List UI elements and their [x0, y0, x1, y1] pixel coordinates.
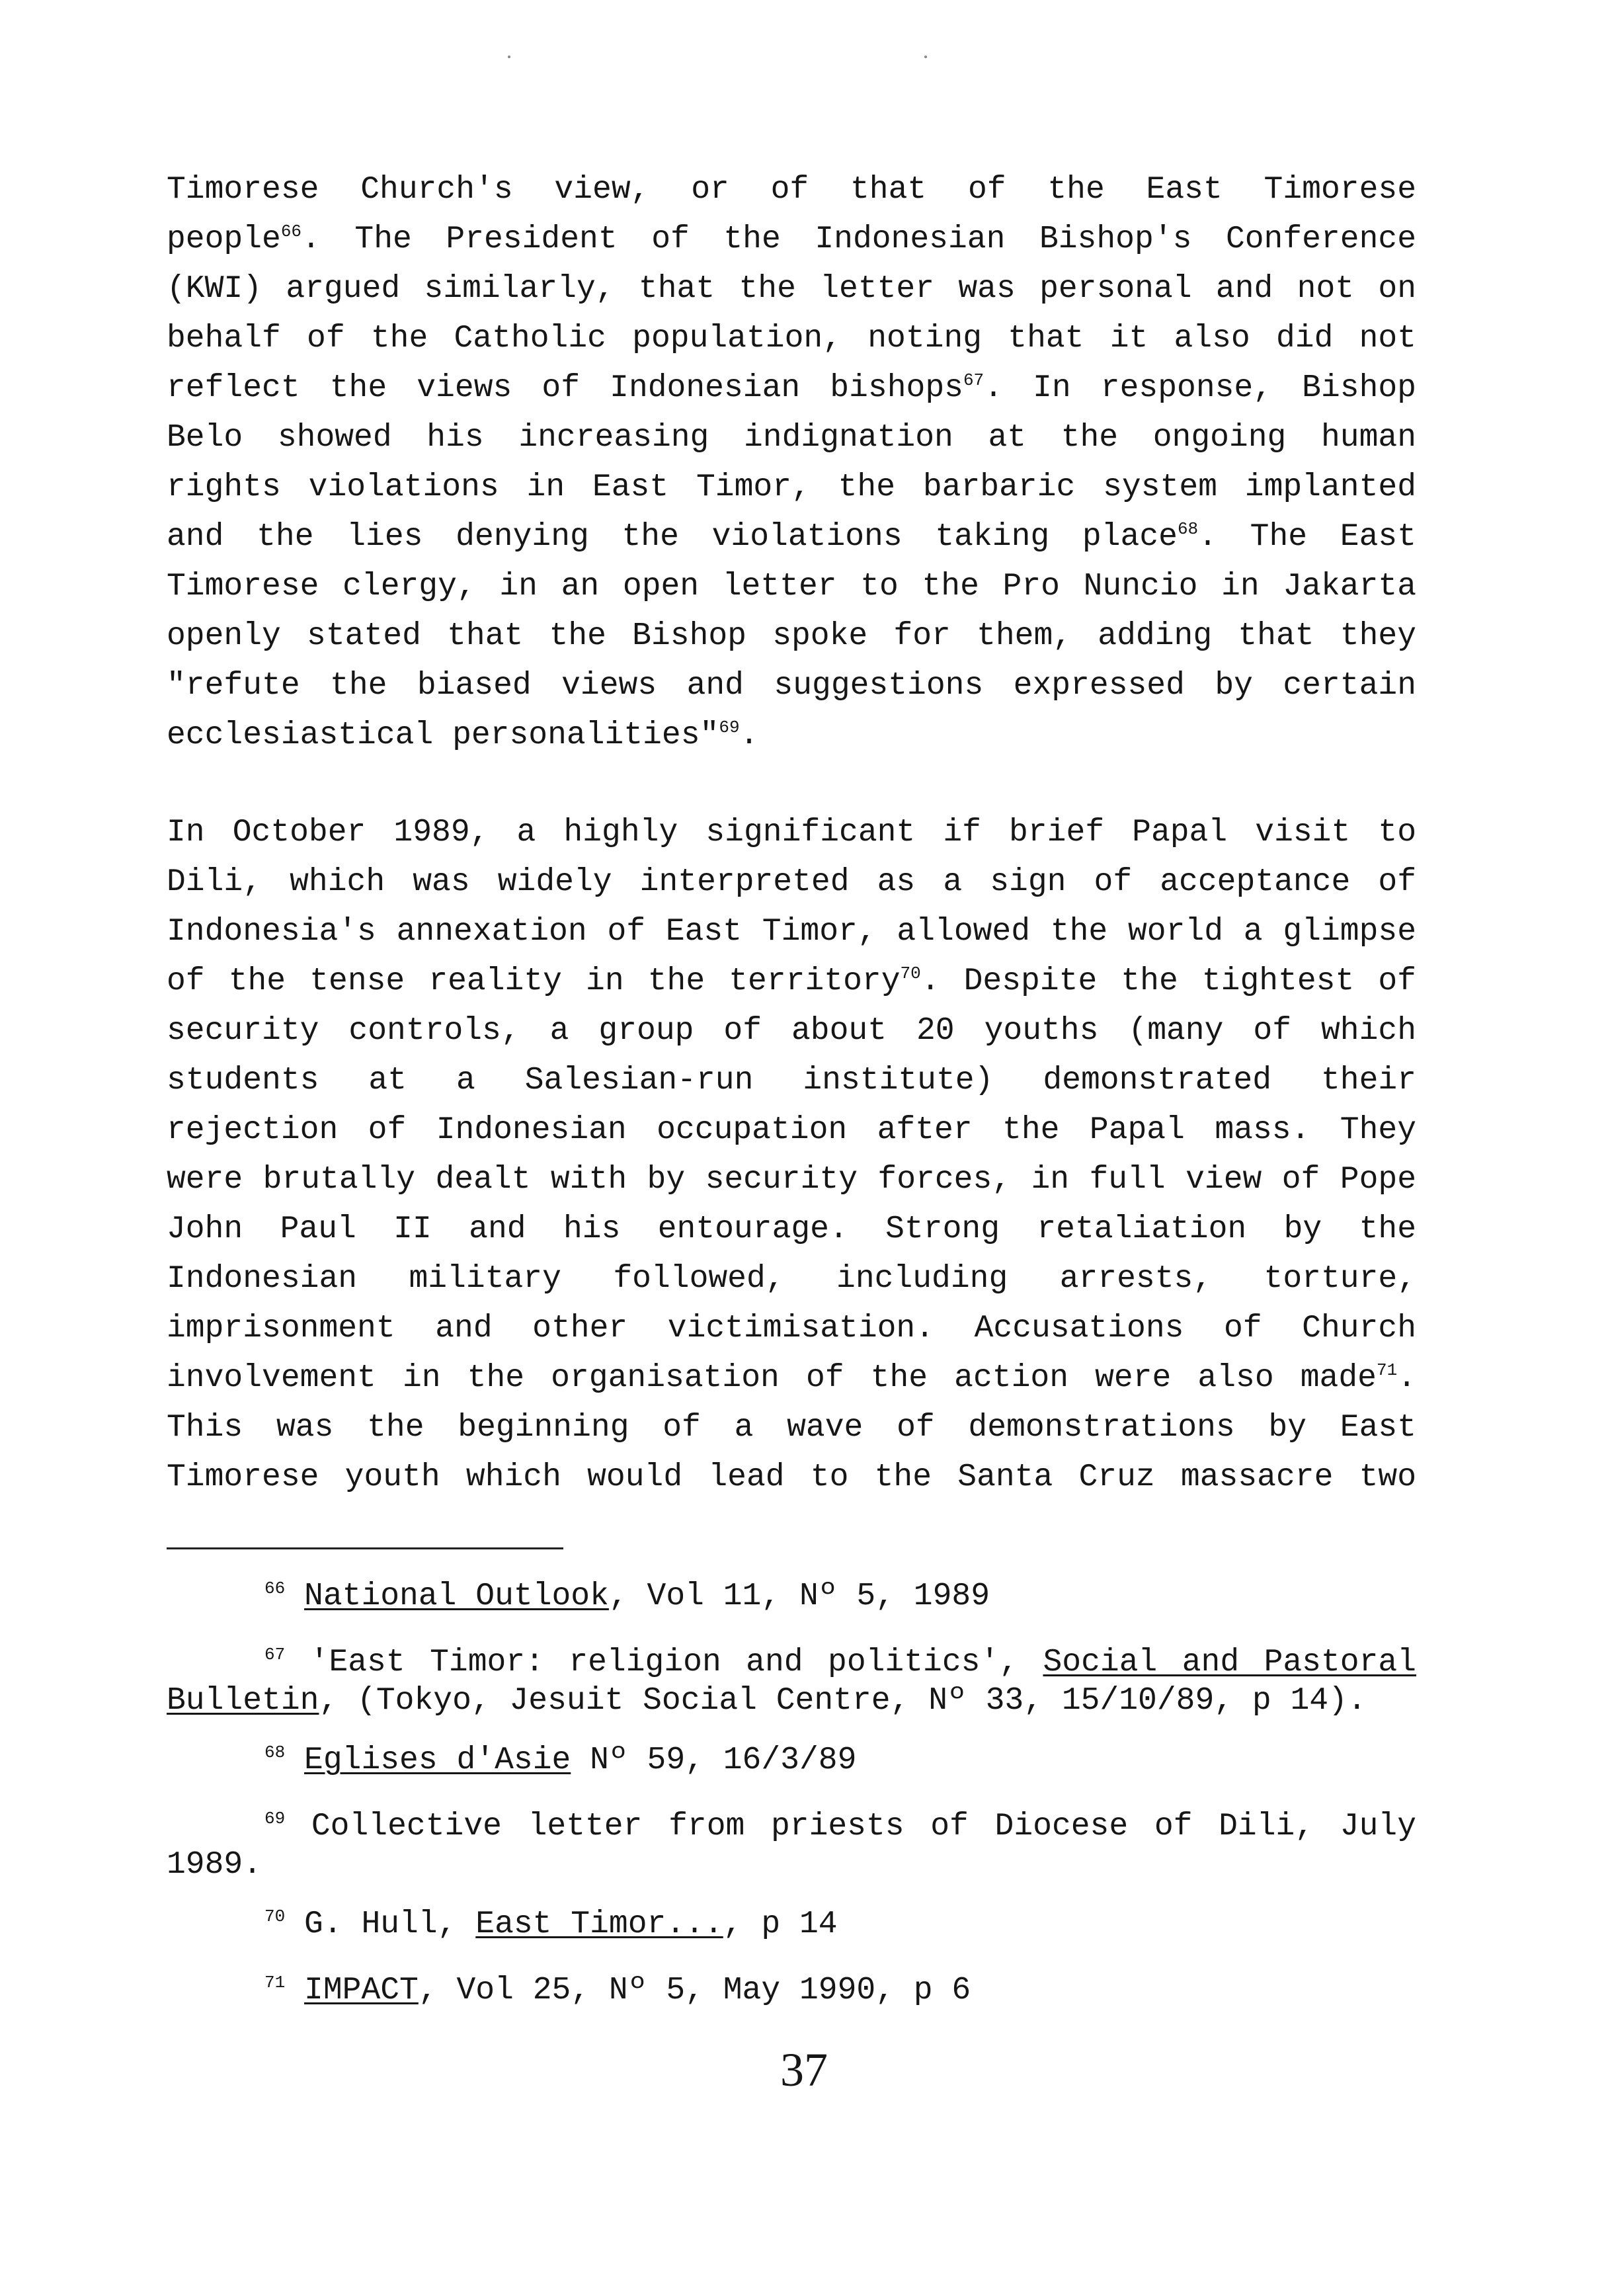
footnote-text: , p 14: [723, 1906, 838, 1942]
footnote-ref: 70: [900, 964, 921, 983]
footnote-number: 68: [264, 1742, 286, 1762]
footnote-title: Bulletin: [167, 1683, 319, 1719]
text-fragment: . Despite the tightest of: [920, 964, 1416, 999]
footnote-text: G. Hull,: [285, 1906, 476, 1942]
footnote-text: 'East Timor: religion and politics',: [285, 1645, 1043, 1680]
footnote-67: [167, 1643, 1416, 1721]
text-fragment: ecclesiastical personalities": [167, 718, 719, 753]
footnote-title: Social and Pastoral: [1043, 1645, 1416, 1680]
text-fragment: .: [739, 718, 759, 753]
footnote-separator: [167, 1547, 563, 1549]
footnote-number: 66: [264, 1578, 286, 1598]
footnote-line: [167, 1971, 1416, 2010]
text-fragment: . In response, Bishop: [984, 370, 1416, 406]
footnote-number: 70: [264, 1906, 286, 1926]
footnote-line: [167, 1681, 1416, 1721]
text-line: Timorese youth which would lead to the Santa Cruz massacre two: [167, 1459, 1416, 1495]
text-line: rights violations in East Timor, the barbaric system implanted: [167, 470, 1416, 505]
text-line: Timorese clergy, in an open letter to the Pro Nuncio in Jakarta: [167, 569, 1416, 604]
text-line: Dili, which was widely interpreted as a sign of acceptance of: [167, 864, 1416, 900]
text-line: [167, 364, 1416, 413]
text-fragment: reflect the views of Indonesian bishops: [167, 370, 963, 406]
text-line: "refute the biased views and suggestions expressed by certain: [167, 668, 1416, 704]
text-fragment: involvement in the organisation of the action were also made: [167, 1360, 1377, 1396]
text-line: Indonesian military followed, including arrests, torture,: [167, 1261, 1416, 1297]
footnote-number: 67: [264, 1645, 286, 1664]
footnote-line: [167, 1905, 1416, 1944]
footnote-number: 69: [264, 1809, 286, 1828]
text-fragment: . The President of the Indonesian Bishop's Conference: [302, 222, 1416, 257]
scan-speck: [924, 56, 927, 58]
text-fragment: people: [167, 222, 281, 257]
text-line: security controls, a group of about 20 youths (many of which: [167, 1013, 1416, 1049]
footnote-71: [167, 1971, 1416, 2010]
text-fragment: .: [1397, 1360, 1416, 1396]
text-fragment: of the tense reality in the territory: [167, 964, 901, 999]
footnote-ref: 69: [719, 718, 740, 737]
footnote-text: , (Tokyo, Jesuit Social Centre, Nº 33, 15/10/89, p 14).: [319, 1683, 1367, 1719]
footnote-line: 1989.: [167, 1847, 262, 1883]
text-line: students at a Salesian-run institute) demonstrated their: [167, 1063, 1416, 1098]
text-line: [167, 215, 1416, 265]
footnote-70: [167, 1905, 1416, 1944]
text-line: behalf of the Catholic population, noting that it also did not: [167, 321, 1416, 356]
text-line: imprisonment and other victimisation. Accusations of Church: [167, 1311, 1416, 1346]
footnote-line: [167, 1577, 1416, 1616]
text-line: Timorese Church's view, or of that of the East Timorese: [167, 172, 1416, 208]
paragraph-2: [167, 808, 1416, 1502]
text-line: [167, 1354, 1416, 1403]
text-line: were brutally dealt with by security forces, in full view of Pope: [167, 1162, 1416, 1198]
footnote-text: Nº 59, 16/3/89: [571, 1742, 857, 1778]
footnote-title: IMPACT: [304, 1973, 419, 2008]
text-line: openly stated that the Bishop spoke for them, adding that they: [167, 618, 1416, 654]
text-fragment: and the lies denying the violations taking place: [167, 519, 1178, 555]
text-line: This was the beginning of a wave of demonstrations by East: [167, 1410, 1416, 1446]
footnote-title: East Timor...: [475, 1906, 723, 1942]
footnote-text: , Vol 11, Nº 5, 1989: [608, 1578, 990, 1614]
text-line: In October 1989, a highly significant if brief Papal visit to: [167, 815, 1416, 850]
footnote-line: [167, 1807, 1416, 1846]
footnote-line: [167, 1643, 1416, 1682]
paragraph-1: [167, 165, 1416, 760]
scan-speck: [508, 56, 510, 58]
page-number: 37: [780, 2043, 828, 2096]
footnote-66: [167, 1577, 1416, 1616]
footnote-ref: 67: [963, 370, 985, 390]
footnote-ref: 68: [1177, 519, 1199, 539]
text-line: Indonesia's annexation of East Timor, allowed the world a glimpse: [167, 914, 1416, 950]
footnote-69: [167, 1807, 1416, 1885]
footnote-title: National Outlook: [304, 1578, 609, 1614]
text-fragment: . The East: [1198, 519, 1417, 555]
footnote-68: [167, 1741, 1416, 1780]
footnote-text: , Vol 25, Nº 5, May 1990, p 6: [418, 1973, 971, 2008]
footnote-ref: 71: [1376, 1360, 1398, 1380]
text-line: John Paul II and his entourage. Strong retaliation by the: [167, 1211, 1416, 1247]
text-line: [167, 512, 1416, 562]
footnote-line: [167, 1741, 1416, 1780]
text-line: rejection of Indonesian occupation after the Papal mass. They: [167, 1112, 1416, 1148]
footnote-title: Eglises d'Asie: [304, 1742, 571, 1778]
text-line: [167, 711, 1416, 760]
text-line: [167, 957, 1416, 1006]
footnote-number: 71: [264, 1973, 286, 1992]
footnote-ref: 66: [280, 222, 302, 241]
footnote-text: Collective letter from priests of Diocese of Dili, July: [285, 1809, 1416, 1844]
text-line: Belo showed his increasing indignation at the ongoing human: [167, 420, 1416, 456]
text-line: (KWI) argued similarly, that the letter was personal and not on: [167, 271, 1416, 307]
